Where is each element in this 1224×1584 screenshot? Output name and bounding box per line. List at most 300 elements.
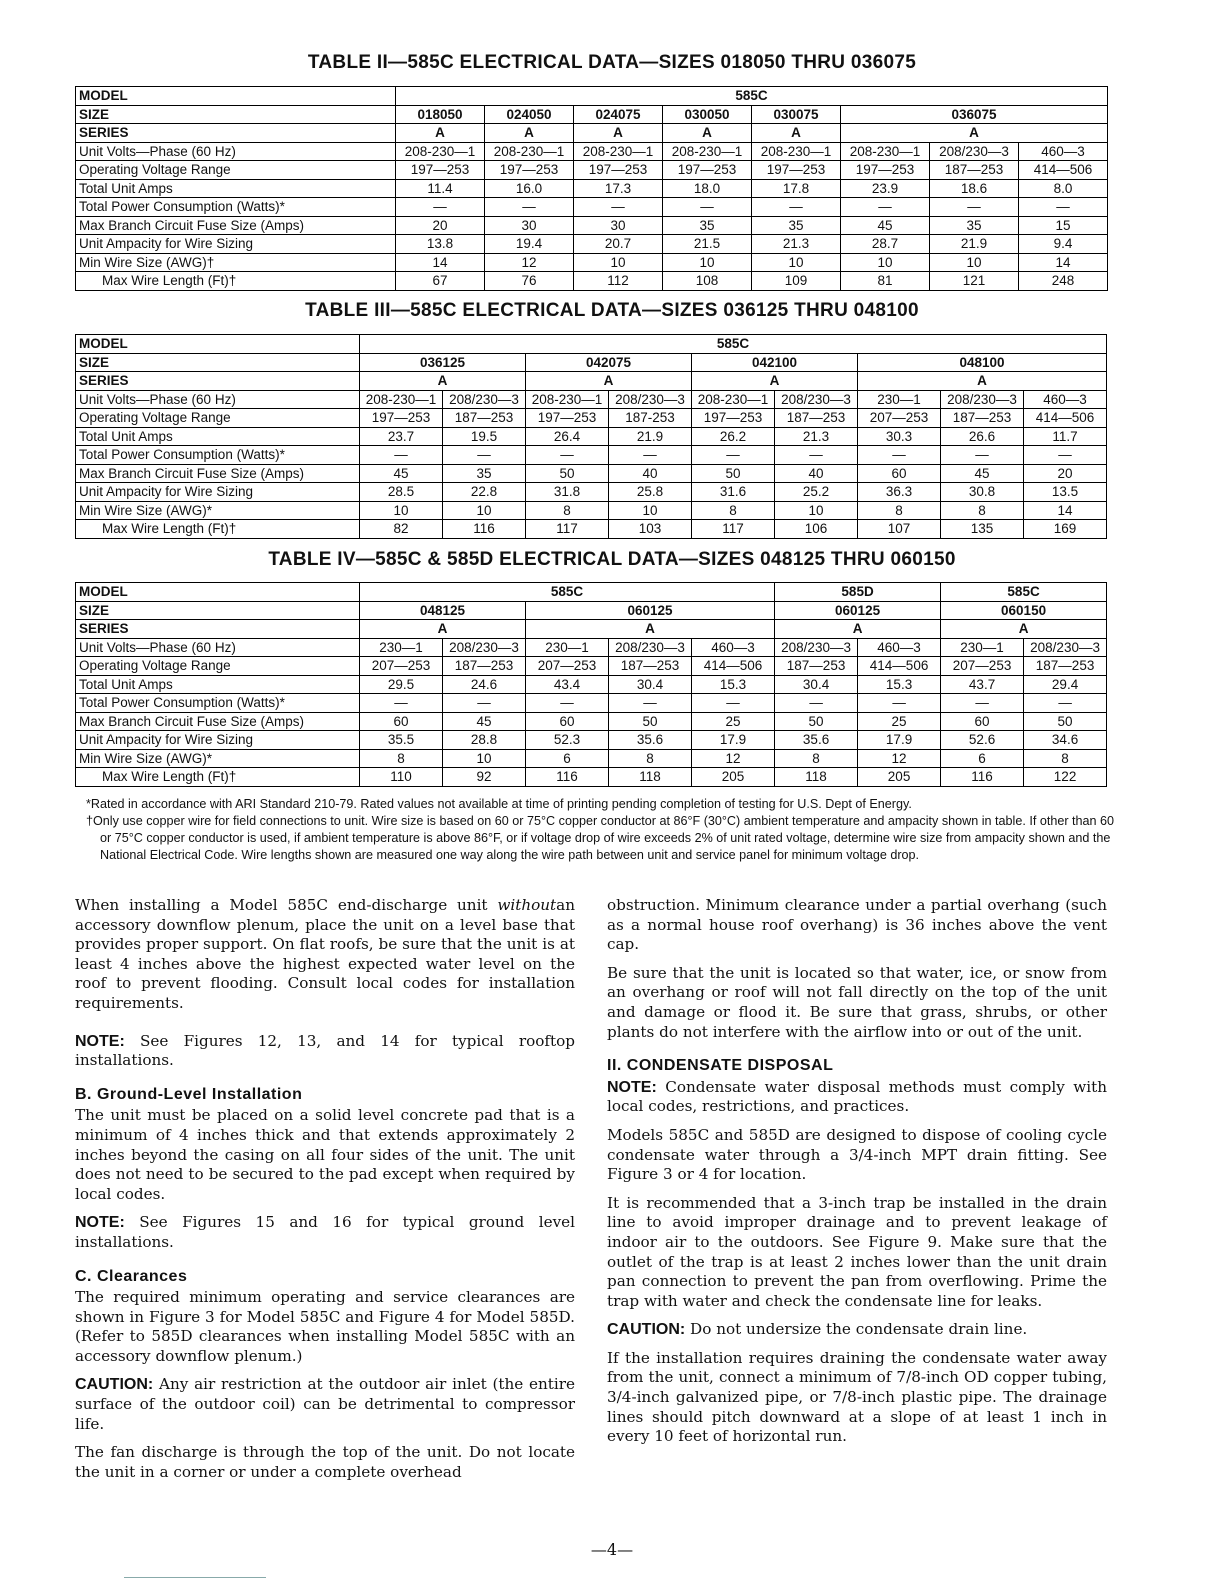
table-cell: 208-230—1 <box>752 142 841 161</box>
row-label: Max Branch Circuit Fuse Size (Amps) <box>76 216 396 235</box>
table-cell: 21.3 <box>752 235 841 254</box>
data-row <box>76 253 1108 272</box>
note-ground-level: NOTE: See Figures 15 and 16 for typical ground level installations. <box>75 1213 575 1251</box>
footnote-ari: *Rated in accordance with ARI Standard 210-79. Rated values not available at time of printing pending completion of testing for U.S. Dept of Energy. <box>86 797 912 811</box>
table-cell: 460—3 <box>1019 142 1108 161</box>
table-cell: 45 <box>360 464 443 483</box>
data-row <box>76 501 1107 520</box>
table-cell: 10 <box>752 253 841 272</box>
table-cell: — <box>609 446 692 465</box>
row-label: Max Branch Circuit Fuse Size (Amps) <box>76 712 360 731</box>
size-cell: 018050 <box>396 105 485 124</box>
row-label: Max Wire Length (Ft)† <box>76 272 396 291</box>
table-cell: — <box>841 198 930 217</box>
table-cell: 28.7 <box>841 235 930 254</box>
row-label: Min Wire Size (AWG)† <box>76 253 396 272</box>
table-cell: 208/230—3 <box>775 390 858 409</box>
table4 <box>75 582 1107 787</box>
table-cell: 187—253 <box>930 161 1019 180</box>
table-cell: 82 <box>360 520 443 539</box>
model-cell: 585D <box>775 583 941 602</box>
row-label: Unit Volts—Phase (60 Hz) <box>76 638 360 657</box>
data-row <box>76 520 1107 539</box>
table-cell: 25 <box>858 712 941 731</box>
table-cell: 460—3 <box>692 638 775 657</box>
table-cell: 52.6 <box>941 731 1024 750</box>
table-cell: 11.4 <box>396 179 485 198</box>
table-cell: 22.8 <box>443 483 526 502</box>
table-cell: 117 <box>526 520 609 539</box>
data-row <box>76 198 1108 217</box>
table-cell: 19.4 <box>485 235 574 254</box>
table-cell: 30 <box>574 216 663 235</box>
data-row <box>76 179 1108 198</box>
table-cell: 50 <box>1024 712 1107 731</box>
paragraph-end-discharge: When installing a Model 585C end-discharge unit withoutan accessory downflow plenum, place the unit on a level base that provides proper support. On flat roofs, be sure that the unit is at least 4 inches above the highest expected water level on the roof to prevent flooding. Consult local codes for installation requirements. <box>75 896 575 1012</box>
table-cell: 8 <box>1024 749 1107 768</box>
table-cell: — <box>941 694 1024 713</box>
paragraph-trap: It is recommended that a 3-inch trap be installed in the drain line to avoid improper drainage and to prevent leakage of indoor air to the outdoors. See Figure 9. Make sure that the outlet of the trap is at least 2 inches lower than the unit drain pan connection to prevent the pan from overflowing. Prime the trap with water and check the condensate line for leaks. <box>607 1193 1107 1310</box>
table-cell: 35 <box>930 216 1019 235</box>
row-label: Operating Voltage Range <box>76 161 396 180</box>
heading-ground-level: B. Ground-Level Installation <box>75 1085 303 1103</box>
table-cell: 208-230—1 <box>396 142 485 161</box>
table-cell: 208/230—3 <box>775 638 858 657</box>
table-cell: 112 <box>574 272 663 291</box>
size-cell: 060125 <box>526 601 775 620</box>
table3 <box>75 334 1107 539</box>
size-label: SIZE <box>76 105 396 124</box>
model-label: MODEL <box>76 583 360 602</box>
table-cell: 28.8 <box>443 731 526 750</box>
table-cell: — <box>930 198 1019 217</box>
table-cell: — <box>752 198 841 217</box>
table-cell: 197—253 <box>526 409 609 428</box>
row-label: Max Branch Circuit Fuse Size (Amps) <box>76 464 360 483</box>
row-label: Max Wire Length (Ft)† <box>76 768 360 787</box>
data-row <box>76 272 1108 291</box>
data-row <box>76 712 1107 731</box>
table-cell: 208-230—1 <box>526 390 609 409</box>
table-cell: 10 <box>775 501 858 520</box>
table-cell: 25.8 <box>609 483 692 502</box>
table-cell: 10 <box>443 501 526 520</box>
table-cell: 67 <box>396 272 485 291</box>
table-cell: 30.4 <box>609 675 692 694</box>
table-cell: 197—253 <box>360 409 443 428</box>
series-label: SERIES <box>76 372 360 391</box>
table-cell: 9.4 <box>1019 235 1108 254</box>
size-cell: 060150 <box>941 601 1107 620</box>
paragraph-drain-fitting: Models 585C and 585D are designed to dispose of cooling cycle condensate water through a 3/4-inch MPT drain fitting. See Figure 3 or 4 for location. <box>607 1125 1107 1184</box>
table-cell: 230—1 <box>360 638 443 657</box>
data-row <box>76 657 1107 676</box>
table-cell: 8 <box>775 749 858 768</box>
table-cell: 197—253 <box>752 161 841 180</box>
size-cell: 036075 <box>841 105 1108 124</box>
series-label: SERIES <box>76 620 360 639</box>
table-cell: 31.6 <box>692 483 775 502</box>
paragraph-fan-discharge: The fan discharge is through the top of the unit. Do not locate the unit in a corner or under a complete overhead <box>75 1443 575 1481</box>
table-cell: — <box>1019 198 1108 217</box>
data-row <box>76 749 1107 768</box>
model-label: MODEL <box>76 335 360 354</box>
table-cell: 81 <box>841 272 930 291</box>
table-cell: 35 <box>663 216 752 235</box>
table-cell: — <box>1024 446 1107 465</box>
table-cell: 52.3 <box>526 731 609 750</box>
paragraph-obstruction: obstruction. Minimum clearance under a partial overhang (such as a normal house roof overhang) is 36 inches above the vent cap. <box>607 896 1107 954</box>
note-condensate: NOTE: Condensate water disposal methods must comply with local codes, restrictions, and practices. <box>607 1077 1107 1116</box>
size-cell: 042100 <box>692 353 858 372</box>
table-cell: — <box>443 694 526 713</box>
table-cell: 107 <box>858 520 941 539</box>
table-cell: 205 <box>858 768 941 787</box>
table-cell: 16.0 <box>485 179 574 198</box>
table-cell: 208/230—3 <box>1024 638 1107 657</box>
row-label: Total Unit Amps <box>76 675 360 694</box>
table-cell: 10 <box>841 253 930 272</box>
row-label: Unit Volts—Phase (60 Hz) <box>76 390 360 409</box>
table-cell: 15.3 <box>692 675 775 694</box>
table-cell: 11.7 <box>1024 427 1107 446</box>
table-cell: 34.6 <box>1024 731 1107 750</box>
row-label: Unit Ampacity for Wire Sizing <box>76 483 360 502</box>
size-row <box>76 601 1107 620</box>
series-cell: A <box>360 372 526 391</box>
table-cell: — <box>858 694 941 713</box>
table-cell: 205 <box>692 768 775 787</box>
size-row <box>76 105 1108 124</box>
table-cell: 29.5 <box>360 675 443 694</box>
series-cell: A <box>775 620 941 639</box>
table-cell: — <box>574 198 663 217</box>
table-cell: 207—253 <box>526 657 609 676</box>
table-cell: 17.9 <box>858 731 941 750</box>
table-cell: 197—253 <box>574 161 663 180</box>
data-row <box>76 427 1107 446</box>
table-cell: 8 <box>692 501 775 520</box>
table-cell: 169 <box>1024 520 1107 539</box>
table-cell: — <box>485 198 574 217</box>
table-cell: 197—253 <box>396 161 485 180</box>
table-cell: 108 <box>663 272 752 291</box>
table-cell: 60 <box>526 712 609 731</box>
row-label: Operating Voltage Range <box>76 409 360 428</box>
table-cell: 10 <box>360 501 443 520</box>
table-cell: 50 <box>775 712 858 731</box>
data-row <box>76 638 1107 657</box>
caution-drain-line: CAUTION: Do not undersize the condensate drain line. <box>607 1320 1028 1339</box>
table-cell: 208-230—1 <box>360 390 443 409</box>
row-label: Total Unit Amps <box>76 427 360 446</box>
table4-title: TABLE IV—585C & 585D ELECTRICAL DATA—SIZES 048125 THRU 060150 <box>268 549 956 570</box>
table-cell: 208/230—3 <box>941 390 1024 409</box>
table-cell: 208-230—1 <box>574 142 663 161</box>
table-cell: 18.0 <box>663 179 752 198</box>
series-cell: A <box>574 124 663 143</box>
table-cell: 45 <box>841 216 930 235</box>
table-cell: 26.6 <box>941 427 1024 446</box>
table-cell: 12 <box>858 749 941 768</box>
table-cell: 24.6 <box>443 675 526 694</box>
table-cell: 248 <box>1019 272 1108 291</box>
data-row <box>76 675 1107 694</box>
table-cell: 121 <box>930 272 1019 291</box>
table-cell: 30.3 <box>858 427 941 446</box>
table-cell: 35 <box>752 216 841 235</box>
series-row <box>76 372 1107 391</box>
model-row <box>76 583 1107 602</box>
table-cell: 106 <box>775 520 858 539</box>
table-cell: 20.7 <box>574 235 663 254</box>
table-cell: 14 <box>1019 253 1108 272</box>
series-cell: A <box>692 372 858 391</box>
table-cell: 15.3 <box>858 675 941 694</box>
data-row <box>76 142 1108 161</box>
table-cell: 208/230—3 <box>443 638 526 657</box>
size-label: SIZE <box>76 353 360 372</box>
table-cell: 10 <box>443 749 526 768</box>
series-cell: A <box>663 124 752 143</box>
paragraph-drain-piping: If the installation requires draining the condensate water away from the unit, connect a minimum of 7/8-inch OD copper tubing, 3/4-inch galvanized pipe, or 7/8-inch plastic pipe. The drainage lines should pitch downward at a slope of at least 1 inch in every 10 feet of horizontal run. <box>607 1348 1107 1446</box>
table-cell: — <box>526 694 609 713</box>
row-label: Operating Voltage Range <box>76 657 360 676</box>
series-cell: A <box>526 620 775 639</box>
series-cell: A <box>396 124 485 143</box>
row-label: Total Power Consumption (Watts)* <box>76 198 396 217</box>
table-cell: 13.8 <box>396 235 485 254</box>
data-row <box>76 161 1108 180</box>
table-cell: — <box>858 446 941 465</box>
table-cell: 17.9 <box>692 731 775 750</box>
heading-condensate-disposal: II. CONDENSATE DISPOSAL <box>607 1057 834 1075</box>
table-cell: — <box>526 446 609 465</box>
table-cell: 208/230—3 <box>443 390 526 409</box>
table-cell: 29.4 <box>1024 675 1107 694</box>
table-cell: 20 <box>396 216 485 235</box>
table-cell: 208/230—3 <box>609 638 692 657</box>
table-cell: 15 <box>1019 216 1108 235</box>
table-cell: 118 <box>775 768 858 787</box>
size-label: SIZE <box>76 601 360 620</box>
size-row <box>76 353 1107 372</box>
data-row <box>76 731 1107 750</box>
series-label: SERIES <box>76 124 396 143</box>
table-cell: 35.6 <box>775 731 858 750</box>
table2-title: TABLE II—585C ELECTRICAL DATA—SIZES 018050 THRU 036075 <box>307 52 917 73</box>
table-cell: 21.9 <box>609 427 692 446</box>
table-cell: 230—1 <box>941 638 1024 657</box>
table-cell: 45 <box>443 712 526 731</box>
model-cell: 585C <box>941 583 1107 602</box>
table2 <box>75 86 1108 291</box>
table-cell: 230—1 <box>858 390 941 409</box>
table-cell: 8 <box>858 501 941 520</box>
table3-title: TABLE III—585C ELECTRICAL DATA—SIZES 036125 THRU 048100 <box>305 300 919 321</box>
table-cell: 21.9 <box>930 235 1019 254</box>
row-label: Min Wire Size (AWG)* <box>76 501 360 520</box>
caution-air-restriction: CAUTION: Any air restriction at the outdoor air inlet (the entire surface of the outdoor coil) can be detrimental to compressor life. <box>75 1375 575 1433</box>
size-cell: 060125 <box>775 601 941 620</box>
table-cell: — <box>360 446 443 465</box>
table-cell: 207—253 <box>360 657 443 676</box>
table-cell: 50 <box>526 464 609 483</box>
table-cell: 28.5 <box>360 483 443 502</box>
model-row <box>76 87 1108 106</box>
table-cell: 35.6 <box>609 731 692 750</box>
note-rooftop: NOTE: See Figures 12, 13, and 14 for typical rooftop installations. <box>75 1031 575 1070</box>
heading-clearances: C. Clearances <box>75 1267 188 1285</box>
table-cell: 187—253 <box>775 409 858 428</box>
size-cell: 042075 <box>526 353 692 372</box>
table-cell: 21.3 <box>775 427 858 446</box>
data-row <box>76 464 1107 483</box>
table-cell: — <box>1024 694 1107 713</box>
row-label: Unit Ampacity for Wire Sizing <box>76 731 360 750</box>
table-cell: 6 <box>941 749 1024 768</box>
table-cell: 26.4 <box>526 427 609 446</box>
table-cell: 92 <box>443 768 526 787</box>
row-label: Unit Ampacity for Wire Sizing <box>76 235 396 254</box>
size-cell: 036125 <box>360 353 526 372</box>
table-cell: 187—253 <box>1024 657 1107 676</box>
table-cell: 197—253 <box>485 161 574 180</box>
table-cell: 8 <box>609 749 692 768</box>
right-column <box>607 896 1107 1456</box>
series-cell: A <box>752 124 841 143</box>
table-cell: 12 <box>485 253 574 272</box>
table-cell: 76 <box>485 272 574 291</box>
table-cell: 40 <box>609 464 692 483</box>
size-cell: 048125 <box>360 601 526 620</box>
table-cell: 208-230—1 <box>841 142 930 161</box>
table-cell: 117 <box>692 520 775 539</box>
table-cell: 197—253 <box>692 409 775 428</box>
table-cell: — <box>692 446 775 465</box>
series-cell: A <box>858 372 1107 391</box>
table-cell: 6 <box>526 749 609 768</box>
table-cell: 110 <box>360 768 443 787</box>
table-cell: 122 <box>1024 768 1107 787</box>
table-cell: 208-230—1 <box>692 390 775 409</box>
model-cell: 585C <box>360 583 775 602</box>
table-cell: 8 <box>360 749 443 768</box>
table-cell: 208/230—3 <box>930 142 1019 161</box>
table-cell: 13.5 <box>1024 483 1107 502</box>
table-cell: 25 <box>692 712 775 731</box>
table-cell: 197—253 <box>841 161 930 180</box>
row-label: Max Wire Length (Ft)† <box>76 520 360 539</box>
left-column <box>75 896 575 1491</box>
table-cell: 187—253 <box>443 657 526 676</box>
table-cell: 50 <box>692 464 775 483</box>
table-cell: 208/230—3 <box>609 390 692 409</box>
table-cell: 20 <box>1024 464 1107 483</box>
table-cell: 60 <box>858 464 941 483</box>
table-cell: — <box>663 198 752 217</box>
size-cell: 024075 <box>574 105 663 124</box>
table-cell: — <box>692 694 775 713</box>
table-cell: 60 <box>360 712 443 731</box>
table-cell: — <box>775 446 858 465</box>
size-cell: 048100 <box>858 353 1107 372</box>
table-cell: 460—3 <box>858 638 941 657</box>
table-cell: — <box>941 446 1024 465</box>
table-cell: 35 <box>443 464 526 483</box>
series-cell: A <box>941 620 1107 639</box>
table-cell: 21.5 <box>663 235 752 254</box>
data-row <box>76 694 1107 713</box>
data-row <box>76 768 1107 787</box>
table-cell: 14 <box>396 253 485 272</box>
table-cell: 25.2 <box>775 483 858 502</box>
table-cell: — <box>775 694 858 713</box>
row-label: Total Power Consumption (Watts)* <box>76 694 360 713</box>
table-cell: 23.9 <box>841 179 930 198</box>
table-cell: 118 <box>609 768 692 787</box>
table-cell: 230—1 <box>526 638 609 657</box>
data-row <box>76 216 1108 235</box>
table-cell: — <box>360 694 443 713</box>
table-cell: 10 <box>930 253 1019 272</box>
table-cell: 30.4 <box>775 675 858 694</box>
series-row <box>76 620 1107 639</box>
table-cell: 30.8 <box>941 483 1024 502</box>
table-cell: 208-230—1 <box>485 142 574 161</box>
table-cell: 45 <box>941 464 1024 483</box>
table-cell: 414—506 <box>1024 409 1107 428</box>
table-cell: 116 <box>941 768 1024 787</box>
table-cell: — <box>396 198 485 217</box>
table-cell: 414—506 <box>692 657 775 676</box>
size-cell: 030050 <box>663 105 752 124</box>
table-cell: 414—506 <box>1019 161 1108 180</box>
model-label: MODEL <box>76 87 396 106</box>
model-cell: 585C <box>360 335 1107 354</box>
page-number: —4— <box>590 1540 634 1559</box>
table-cell: 10 <box>574 253 663 272</box>
model-row <box>76 335 1107 354</box>
series-cell: A <box>841 124 1108 143</box>
row-label: Total Power Consumption (Watts)* <box>76 446 360 465</box>
table-cell: 8 <box>941 501 1024 520</box>
data-row <box>76 446 1107 465</box>
table-cell: 26.2 <box>692 427 775 446</box>
table-cell: 207—253 <box>858 409 941 428</box>
table-footnotes <box>86 796 1116 864</box>
table-cell: 10 <box>663 253 752 272</box>
table-cell: 60 <box>941 712 1024 731</box>
row-label: Unit Volts—Phase (60 Hz) <box>76 142 396 161</box>
table-cell: 8.0 <box>1019 179 1108 198</box>
table-cell: 135 <box>941 520 1024 539</box>
table-cell: 17.3 <box>574 179 663 198</box>
table-cell: 414—506 <box>858 657 941 676</box>
table-cell: 208-230—1 <box>663 142 752 161</box>
table-cell: 14 <box>1024 501 1107 520</box>
series-row <box>76 124 1108 143</box>
table-cell: 109 <box>752 272 841 291</box>
size-cell: 024050 <box>485 105 574 124</box>
row-label: Min Wire Size (AWG)* <box>76 749 360 768</box>
model-cell: 585C <box>396 87 1108 106</box>
table-cell: 103 <box>609 520 692 539</box>
table-cell: 43.4 <box>526 675 609 694</box>
paragraph-overhang: Be sure that the unit is located so that water, ice, or snow from an overhang or roof will not fall directly on the top of the unit and damage or flood it. Be sure that grass, shrubs, or other plants do not interfere with the airflow into or out of the unit. <box>607 963 1107 1041</box>
table-cell: 50 <box>609 712 692 731</box>
table-cell: 116 <box>443 520 526 539</box>
